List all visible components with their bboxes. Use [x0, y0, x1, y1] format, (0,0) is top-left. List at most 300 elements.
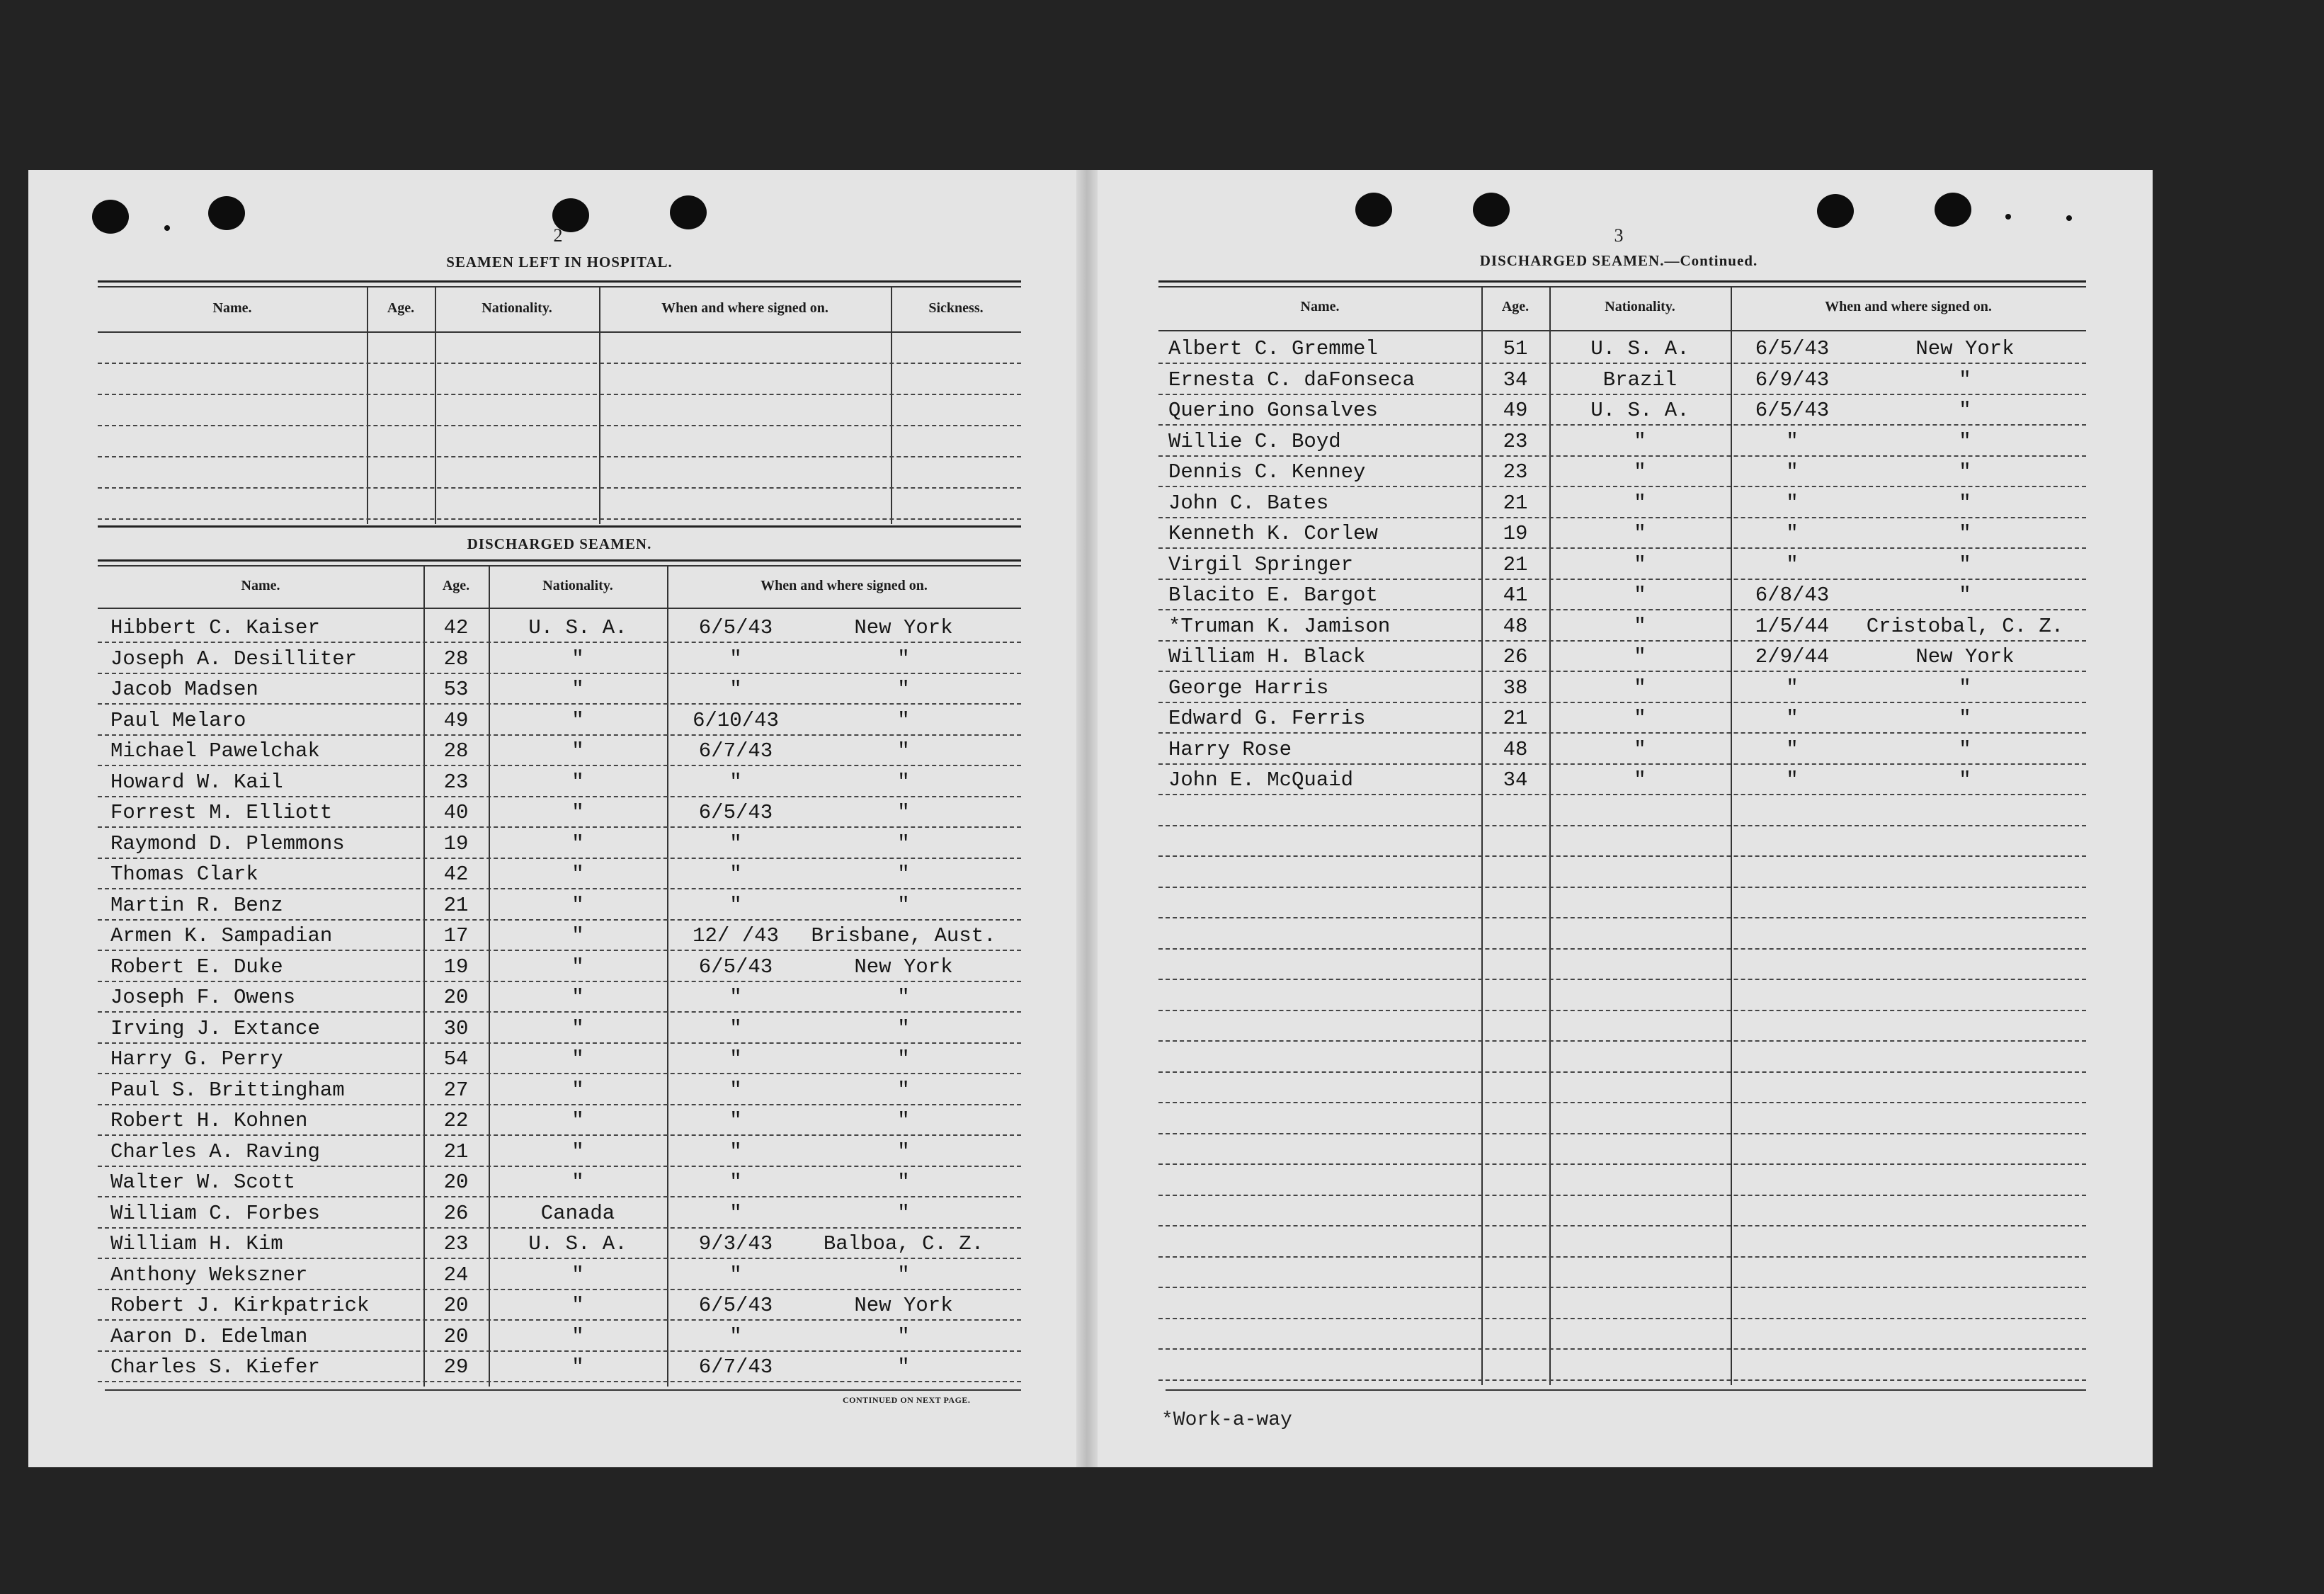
left-row-name-cell: Aaron D. Edelman	[110, 1324, 308, 1348]
left-row-age-cell: 42	[443, 616, 469, 639]
left-row-place-cell: "	[897, 647, 910, 671]
left-row-place-cell: "	[897, 1016, 910, 1040]
right-row-ruled-line	[1158, 1010, 2086, 1011]
left-row-nat-cell: "	[571, 1109, 584, 1132]
left-row-age-cell: 21	[443, 893, 469, 917]
right-row-place-cell: "	[1959, 583, 1971, 607]
right-row-ruled-line	[1158, 1133, 2086, 1134]
left-row-date-cell: "	[729, 893, 742, 917]
right-row-date-cell: "	[1786, 737, 1799, 761]
right-row-name-cell: Dennis C. Kenney	[1168, 460, 1366, 484]
right-row-nat-cell: "	[1634, 676, 1646, 700]
left-row-date-cell: 6/7/43	[698, 1355, 773, 1379]
right-row-date-cell: "	[1786, 552, 1799, 576]
left-row-date-cell: "	[729, 647, 742, 671]
hospital-ruled-line	[98, 456, 1021, 457]
left-row-age-cell: 29	[443, 1355, 469, 1379]
page-number-left: 2	[553, 225, 563, 246]
left-row-age-cell: 28	[443, 647, 469, 671]
left-row-date-cell: 6/5/43	[698, 1294, 773, 1317]
left-row-nat-cell: "	[571, 986, 584, 1009]
left-row-place-cell: New York	[854, 1294, 953, 1317]
right-row-ruled-line	[1158, 763, 2086, 765]
right-row-name-cell: John C. Bates	[1168, 491, 1329, 515]
discharged-header-top-rule-2	[98, 565, 1021, 567]
right-row-age-cell: 23	[1503, 429, 1528, 453]
left-row-age-cell: 26	[443, 1201, 469, 1225]
right-row-nat-cell: "	[1634, 583, 1646, 607]
left-row-nat-cell: U. S. A.	[528, 1232, 627, 1256]
left-row-name-cell: Robert E. Duke	[110, 955, 283, 979]
page-number-right: 3	[1614, 225, 1624, 246]
right-row-ruled-line	[1158, 486, 2086, 487]
right-row-date-cell: 6/5/43	[1755, 337, 1830, 360]
left-row-nat-cell: "	[571, 1324, 584, 1348]
left-row-place-cell: "	[897, 1324, 910, 1348]
right-row-nat-cell: U. S. A.	[1590, 337, 1690, 360]
left-row-name-cell: Robert H. Kohnen	[110, 1109, 308, 1132]
left-row-age-cell: 53	[443, 678, 469, 701]
left-row-ruled-line	[98, 673, 1021, 674]
punch-hole	[1935, 193, 1971, 227]
right-row-date-cell: "	[1786, 522, 1799, 545]
left-row-age-cell: 23	[443, 770, 469, 794]
left-row-age-cell: 22	[443, 1109, 469, 1132]
left-row-nat-cell: "	[571, 739, 584, 763]
right-row-place-cell: Cristobal, C. Z.	[1866, 614, 2064, 638]
left-row-name-cell: Charles S. Kiefer	[110, 1355, 320, 1379]
right-row-date-cell: "	[1786, 768, 1799, 792]
left-row-place-cell: "	[897, 678, 910, 701]
right-row-place-cell: "	[1959, 768, 1971, 792]
right-row-place-cell: "	[1959, 707, 1971, 730]
left-row-ruled-line	[98, 826, 1021, 828]
left-row-ruled-line	[98, 1196, 1021, 1197]
right-row-ruled-line	[1158, 1256, 2086, 1258]
left-row-place-cell: "	[897, 831, 910, 855]
left-row-age-cell: 28	[443, 739, 469, 763]
left-row-place-cell: "	[897, 1139, 910, 1163]
left-row-nat-cell: "	[571, 770, 584, 794]
right-row-date-cell: "	[1786, 429, 1799, 453]
left-row-name-cell: Martin R. Benz	[110, 893, 283, 917]
left-row-ruled-line	[98, 734, 1021, 736]
right-row-ruled-line	[1158, 547, 2086, 549]
left-row-ruled-line	[98, 1350, 1021, 1352]
right-row-nat-cell: "	[1634, 768, 1646, 792]
left-row-name-cell: Thomas Clark	[110, 863, 258, 886]
right-row-age-cell: 34	[1503, 368, 1528, 392]
speck	[164, 225, 170, 231]
right-header-rule	[1158, 330, 2086, 331]
right-row-date-cell: 1/5/44	[1755, 614, 1830, 638]
right-row-ruled-line	[1158, 948, 2086, 950]
right-row-ruled-line	[1158, 455, 2086, 457]
left-row-date-cell: "	[729, 1047, 742, 1071]
hospital-header-sickness: Sickness.	[928, 300, 984, 316]
left-row-date-cell: 6/10/43	[693, 708, 779, 732]
left-row-ruled-line	[98, 888, 1021, 889]
right-row-age-cell: 51	[1503, 337, 1528, 360]
left-row-nat-cell: "	[571, 1139, 584, 1163]
left-row-name-cell: Raymond D. Plemmons	[110, 831, 345, 855]
right-row-age-cell: 34	[1503, 768, 1528, 792]
left-row-age-cell: 27	[443, 1078, 469, 1102]
left-row-place-cell: New York	[854, 616, 953, 639]
left-row-nat-cell: "	[571, 893, 584, 917]
right-top-rule-2	[1158, 286, 2086, 288]
right-bottom-rule	[1166, 1389, 2086, 1391]
continued-footer: CONTINUED ON NEXT PAGE.	[843, 1395, 971, 1405]
speck	[2005, 214, 2011, 220]
left-row-ruled-line	[98, 858, 1021, 859]
right-row-age-cell: 26	[1503, 645, 1528, 668]
left-row-age-cell: 23	[443, 1232, 469, 1256]
left-row-place-cell: "	[897, 739, 910, 763]
left-row-age-cell: 40	[443, 801, 469, 824]
hospital-header-nationality: Nationality.	[482, 300, 552, 316]
left-row-date-cell: 6/5/43	[698, 616, 773, 639]
left-row-place-cell: "	[897, 708, 910, 732]
right-row-ruled-line	[1158, 1379, 2086, 1381]
left-row-ruled-line	[98, 1289, 1021, 1290]
left-row-nat-cell: "	[571, 955, 584, 979]
left-row-ruled-line	[98, 703, 1021, 705]
right-row-nat-cell: "	[1634, 522, 1646, 545]
right-row-ruled-line	[1158, 424, 2086, 426]
left-row-date-cell: "	[729, 1324, 742, 1348]
left-row-age-cell: 20	[443, 1324, 469, 1348]
hospital-header-signed-on: When and where signed on.	[661, 300, 828, 316]
left-row-nat-cell: "	[571, 1078, 584, 1102]
left-row-place-cell: New York	[854, 955, 953, 979]
left-row-date-cell: 6/5/43	[698, 955, 773, 979]
left-row-age-cell: 19	[443, 831, 469, 855]
left-row-date-cell: "	[729, 1078, 742, 1102]
right-row-ruled-line	[1158, 702, 2086, 703]
left-row-place-cell: "	[897, 801, 910, 824]
left-row-place-cell: "	[897, 770, 910, 794]
discharged-col-divider	[667, 565, 668, 1387]
left-row-nat-cell: "	[571, 924, 584, 947]
right-row-age-cell: 49	[1503, 399, 1528, 422]
left-row-place-cell: "	[897, 1078, 910, 1102]
punch-hole	[1473, 193, 1510, 227]
work-a-way-footnote: *Work-a-way	[1161, 1409, 1292, 1431]
right-row-place-cell: "	[1959, 491, 1971, 515]
right-row-name-cell: John E. McQuaid	[1168, 768, 1354, 792]
right-row-place-cell: "	[1959, 368, 1971, 392]
left-row-ruled-line	[98, 796, 1021, 797]
left-row-ruled-line	[98, 1227, 1021, 1229]
hospital-header-age: Age.	[387, 300, 415, 316]
right-row-nat-cell: Brazil	[1602, 368, 1678, 392]
left-row-ruled-line	[98, 765, 1021, 766]
right-row-name-cell: Virgil Springer	[1168, 552, 1354, 576]
discharged-section-title: DISCHARGED SEAMEN.	[467, 535, 652, 552]
right-row-date-cell: 6/5/43	[1755, 399, 1830, 422]
discharged-header-top-rule	[98, 559, 1021, 562]
left-row-date-cell: "	[729, 1171, 742, 1194]
left-row-ruled-line	[98, 1258, 1021, 1259]
right-header-age: Age.	[1501, 299, 1530, 314]
right-row-nat-cell: "	[1634, 707, 1646, 730]
right-row-ruled-line	[1158, 671, 2086, 672]
right-row-ruled-line	[1158, 1287, 2086, 1288]
left-row-nat-cell: "	[571, 1016, 584, 1040]
left-row-name-cell: Joseph A. Desilliter	[110, 647, 358, 671]
right-row-ruled-line	[1158, 979, 2086, 980]
right-row-place-cell: New York	[1915, 645, 2015, 668]
right-row-place-cell: "	[1959, 429, 1971, 453]
discharged-header-signed-on: When and where signed on.	[761, 578, 928, 593]
right-row-ruled-line	[1158, 825, 2086, 826]
left-row-age-cell: 54	[443, 1047, 469, 1071]
left-row-nat-cell: "	[571, 863, 584, 886]
right-row-ruled-line	[1158, 917, 2086, 918]
left-row-nat-cell: "	[571, 647, 584, 671]
right-row-place-cell: "	[1959, 522, 1971, 545]
left-row-ruled-line	[98, 981, 1021, 982]
hospital-ruled-line	[98, 487, 1021, 489]
left-row-place-cell: "	[897, 1355, 910, 1379]
right-row-place-cell: "	[1959, 460, 1971, 484]
right-row-ruled-line	[1158, 640, 2086, 642]
left-row-name-cell: Armen K. Sampadian	[110, 924, 333, 947]
left-row-ruled-line	[98, 919, 1021, 921]
right-row-place-cell: "	[1959, 737, 1971, 761]
discharged-header-age: Age.	[442, 578, 470, 593]
right-row-date-cell: "	[1786, 676, 1799, 700]
hospital-ruled-line	[98, 518, 1021, 520]
left-row-date-cell: 9/3/43	[698, 1232, 773, 1256]
right-row-nat-cell: "	[1634, 552, 1646, 576]
left-row-nat-cell: "	[571, 678, 584, 701]
left-row-ruled-line	[98, 1042, 1021, 1044]
right-row-place-cell: "	[1959, 676, 1971, 700]
right-row-date-cell: "	[1786, 460, 1799, 484]
right-row-nat-cell: "	[1634, 645, 1646, 668]
left-row-nat-cell: "	[571, 801, 584, 824]
left-row-ruled-line	[98, 950, 1021, 951]
left-row-nat-cell: U. S. A.	[528, 616, 627, 639]
left-row-name-cell: Hibbert C. Kaiser	[110, 616, 320, 639]
discharged-header-rule	[98, 608, 1021, 609]
right-row-place-cell: "	[1959, 552, 1971, 576]
right-row-date-cell: 2/9/44	[1755, 645, 1830, 668]
right-row-ruled-line	[1158, 579, 2086, 580]
left-row-ruled-line	[98, 1104, 1021, 1105]
right-row-ruled-line	[1158, 1163, 2086, 1165]
left-row-date-cell: "	[729, 770, 742, 794]
right-row-name-cell: Ernesta C. daFonseca	[1168, 368, 1416, 392]
right-row-name-cell: Querino Gonsalves	[1168, 399, 1378, 422]
hospital-ruled-line	[98, 394, 1021, 395]
left-row-name-cell: Howard W. Kail	[110, 770, 283, 794]
right-row-name-cell: Kenneth K. Corlew	[1168, 522, 1378, 545]
punch-hole	[92, 200, 129, 234]
right-row-age-cell: 48	[1503, 737, 1528, 761]
right-row-age-cell: 19	[1503, 522, 1528, 545]
left-row-age-cell: 49	[443, 708, 469, 732]
left-row-date-cell: "	[729, 1139, 742, 1163]
left-row-nat-cell: "	[571, 1294, 584, 1317]
left-row-place-cell: "	[897, 1201, 910, 1225]
left-row-nat-cell: "	[571, 1355, 584, 1379]
left-row-age-cell: 20	[443, 1294, 469, 1317]
left-row-nat-cell: "	[571, 1047, 584, 1071]
hospital-header-name: Name.	[212, 300, 252, 316]
left-row-name-cell: Jacob Madsen	[110, 678, 258, 701]
left-row-date-cell: 6/5/43	[698, 801, 773, 824]
right-row-name-cell: William H. Black	[1168, 645, 1366, 668]
discharged-top-rule	[98, 525, 1021, 528]
right-row-ruled-line	[1158, 517, 2086, 518]
left-row-age-cell: 20	[443, 986, 469, 1009]
left-row-name-cell: Paul S. Brittingham	[110, 1078, 345, 1102]
right-row-age-cell: 21	[1503, 491, 1528, 515]
left-row-name-cell: Harry G. Perry	[110, 1047, 283, 1071]
left-row-date-cell: "	[729, 1201, 742, 1225]
right-row-ruled-line	[1158, 363, 2086, 364]
right-row-date-cell: "	[1786, 707, 1799, 730]
right-row-name-cell: Harry Rose	[1168, 737, 1292, 761]
left-row-name-cell: Forrest M. Elliott	[110, 801, 333, 824]
hospital-top-rule	[98, 280, 1021, 283]
right-col-divider	[1731, 286, 1732, 1385]
left-row-name-cell: Walter W. Scott	[110, 1171, 296, 1194]
right-row-age-cell: 23	[1503, 460, 1528, 484]
right-row-date-cell: "	[1786, 491, 1799, 515]
left-row-ruled-line	[98, 1166, 1021, 1167]
left-row-age-cell: 24	[443, 1263, 469, 1287]
hospital-top-rule-2	[98, 286, 1021, 288]
hospital-section-title: SEAMEN LEFT IN HOSPITAL.	[446, 254, 673, 271]
left-row-place-cell: "	[897, 893, 910, 917]
right-row-place-cell: New York	[1915, 337, 2015, 360]
left-row-age-cell: 42	[443, 863, 469, 886]
left-row-ruled-line	[98, 1134, 1021, 1136]
right-row-place-cell: "	[1959, 399, 1971, 422]
hospital-ruled-line	[98, 363, 1021, 364]
speck	[2066, 215, 2072, 221]
left-row-nat-cell: "	[571, 1171, 584, 1194]
left-row-ruled-line	[98, 1319, 1021, 1321]
left-row-place-cell: "	[897, 863, 910, 886]
right-row-age-cell: 38	[1503, 676, 1528, 700]
right-row-ruled-line	[1158, 1225, 2086, 1226]
left-row-age-cell: 21	[443, 1139, 469, 1163]
left-row-name-cell: Paul Melaro	[110, 708, 246, 732]
left-row-name-cell: Robert J. Kirkpatrick	[110, 1294, 370, 1317]
right-row-ruled-line	[1158, 794, 2086, 795]
left-row-name-cell: Michael Pawelchak	[110, 739, 320, 763]
left-row-date-cell: 12/ /43	[693, 924, 779, 947]
left-row-age-cell: 19	[443, 955, 469, 979]
left-row-date-cell: "	[729, 678, 742, 701]
left-row-ruled-line	[98, 1073, 1021, 1074]
left-row-place-cell: "	[897, 986, 910, 1009]
right-row-nat-cell: U. S. A.	[1590, 399, 1690, 422]
left-row-ruled-line	[98, 1011, 1021, 1013]
right-row-ruled-line	[1158, 732, 2086, 734]
right-row-name-cell: Blacito E. Bargot	[1168, 583, 1378, 607]
punch-hole	[670, 195, 707, 229]
left-row-age-cell: 20	[443, 1171, 469, 1194]
left-row-ruled-line	[98, 642, 1021, 643]
left-row-nat-cell: Canada	[540, 1201, 615, 1225]
punch-hole	[1817, 194, 1854, 228]
right-header-nationality: Nationality.	[1605, 299, 1675, 314]
right-row-ruled-line	[1158, 394, 2086, 395]
left-row-place-cell: Brisbane, Aust.	[811, 924, 996, 947]
right-row-ruled-line	[1158, 609, 2086, 610]
right-row-ruled-line	[1158, 1071, 2086, 1073]
left-row-name-cell: Charles A. Raving	[110, 1139, 320, 1163]
right-row-ruled-line	[1158, 1318, 2086, 1319]
left-row-ruled-line	[98, 1381, 1021, 1382]
left-row-name-cell: Anthony Wekszner	[110, 1263, 308, 1287]
left-bottom-rule	[105, 1389, 1021, 1391]
left-row-nat-cell: "	[571, 831, 584, 855]
hospital-header-rule	[98, 331, 1021, 333]
right-header-signed-on: When and where signed on.	[1825, 299, 1992, 314]
left-row-age-cell: 17	[443, 924, 469, 947]
left-row-place-cell: Balboa, C. Z.	[823, 1232, 984, 1256]
right-row-age-cell: 21	[1503, 707, 1528, 730]
left-row-date-cell: "	[729, 1263, 742, 1287]
punch-hole	[208, 196, 245, 230]
left-row-place-cell: "	[897, 1109, 910, 1132]
left-row-date-cell: "	[729, 986, 742, 1009]
right-row-date-cell: 6/9/43	[1755, 368, 1830, 392]
right-row-ruled-line	[1158, 887, 2086, 888]
discharged-continued-title: DISCHARGED SEAMEN.—Continued.	[1479, 252, 1758, 269]
left-row-name-cell: William C. Forbes	[110, 1201, 320, 1225]
right-row-nat-cell: "	[1634, 460, 1646, 484]
page-gutter	[1076, 170, 1098, 1467]
right-row-nat-cell: "	[1634, 737, 1646, 761]
left-row-place-cell: "	[897, 1171, 910, 1194]
left-row-nat-cell: "	[571, 708, 584, 732]
left-row-date-cell: "	[729, 831, 742, 855]
right-row-age-cell: 21	[1503, 552, 1528, 576]
left-row-name-cell: Joseph F. Owens	[110, 986, 296, 1009]
right-top-rule	[1158, 280, 2086, 283]
right-header-name: Name.	[1300, 299, 1340, 314]
discharged-header-nationality: Nationality.	[542, 578, 613, 593]
right-row-nat-cell: "	[1634, 491, 1646, 515]
left-row-date-cell: "	[729, 1109, 742, 1132]
left-row-name-cell: William H. Kim	[110, 1232, 283, 1256]
right-row-ruled-line	[1158, 855, 2086, 857]
right-row-age-cell: 48	[1503, 614, 1528, 638]
right-row-name-cell: Edward G. Ferris	[1168, 707, 1366, 730]
right-row-age-cell: 41	[1503, 583, 1528, 607]
right-row-nat-cell: "	[1634, 429, 1646, 453]
right-row-nat-cell: "	[1634, 614, 1646, 638]
left-row-age-cell: 30	[443, 1016, 469, 1040]
right-row-date-cell: 6/8/43	[1755, 583, 1830, 607]
right-row-ruled-line	[1158, 1102, 2086, 1103]
hospital-ruled-line	[98, 425, 1021, 426]
left-row-date-cell: 6/7/43	[698, 739, 773, 763]
left-row-nat-cell: "	[571, 1263, 584, 1287]
left-row-date-cell: "	[729, 863, 742, 886]
right-row-ruled-line	[1158, 1195, 2086, 1196]
right-row-name-cell: Willie C. Boyd	[1168, 429, 1341, 453]
right-row-name-cell: *Truman K. Jamison	[1168, 614, 1391, 638]
